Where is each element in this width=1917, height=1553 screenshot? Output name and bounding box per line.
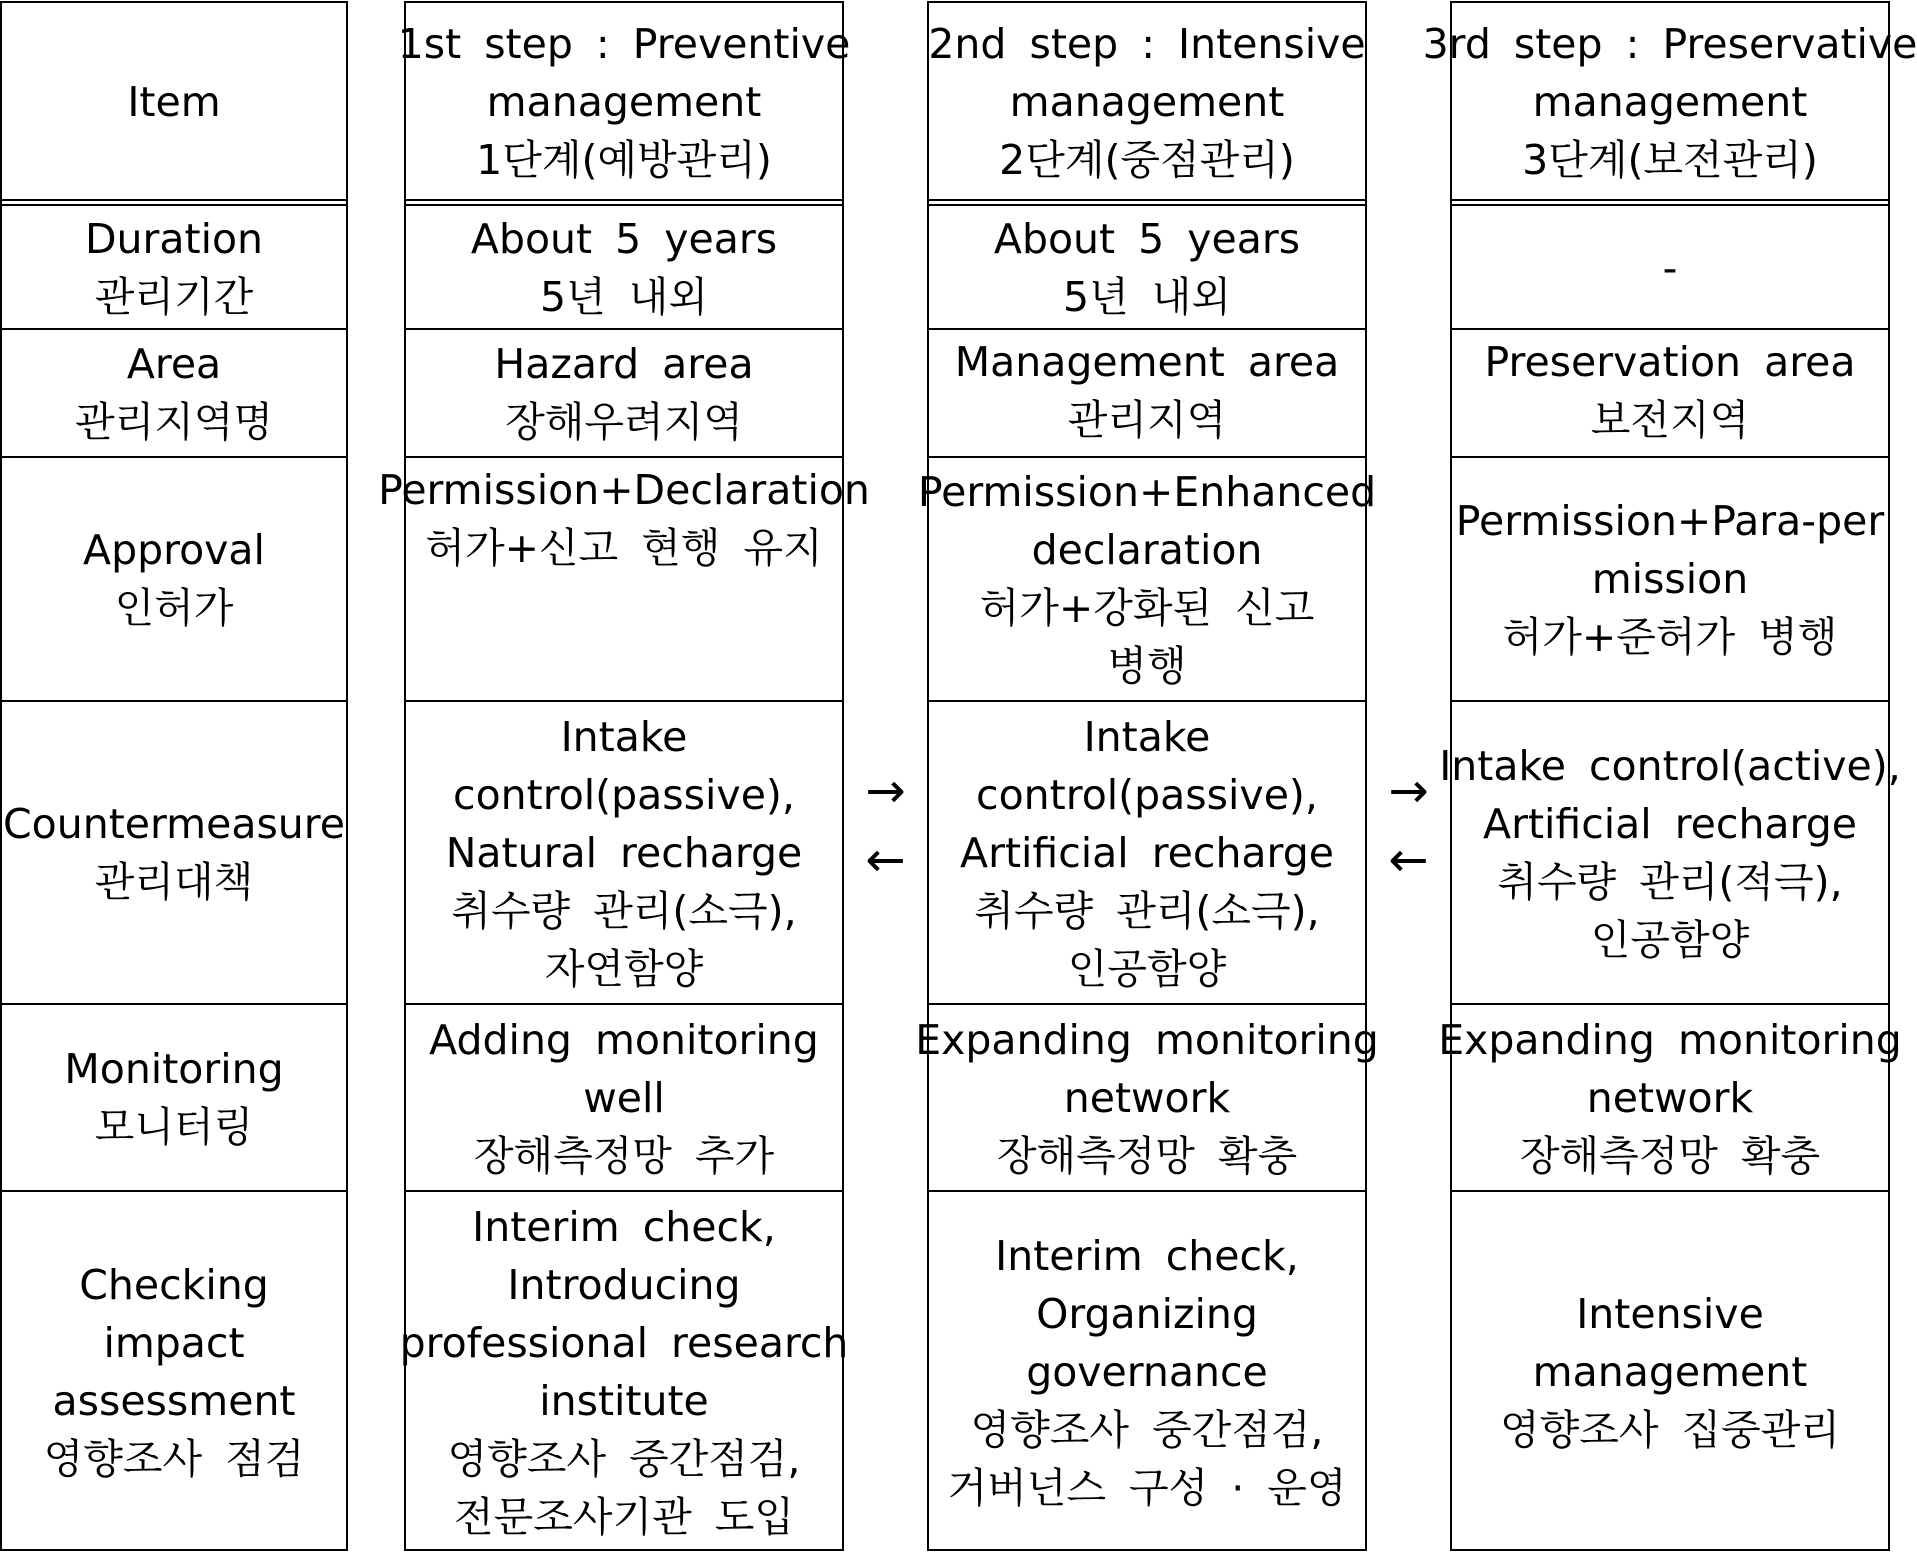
step1-column xyxy=(378,1,870,1551)
cell-line: 취수량 관리(소극), xyxy=(974,886,1320,935)
row-divider xyxy=(406,1003,842,1005)
cell-line: management xyxy=(1532,1348,1808,1396)
cell-approval xyxy=(1452,457,1888,701)
cell-line: network xyxy=(1063,1073,1231,1122)
cell-line: assessment xyxy=(52,1377,296,1425)
row-divider xyxy=(2,1003,346,1005)
cell-line: control(passive), xyxy=(453,770,795,819)
cell-line: 5년 내외 xyxy=(540,273,708,321)
cell-line: 영향조사 점검 xyxy=(43,1435,305,1483)
cell-line: 관리지역명 xyxy=(74,398,274,446)
row-divider xyxy=(1452,328,1888,330)
cell-line: 허가+강화된 신고 xyxy=(979,584,1315,632)
cell-approval xyxy=(917,457,1377,701)
cell-area xyxy=(1452,329,1888,457)
header-cell xyxy=(2,3,346,201)
cell-monitoring xyxy=(1438,1004,1902,1191)
cell-line: 2단계(중점관리) xyxy=(999,136,1295,184)
forward-arrow: → xyxy=(1388,763,1429,819)
cell-line: Countermeasure xyxy=(3,799,345,848)
cell-line: 모니터링 xyxy=(94,1102,254,1151)
cell-line: Intake xyxy=(1083,712,1211,761)
cell-line: professional research xyxy=(399,1319,849,1367)
item-column xyxy=(0,1,348,1551)
cell-monitoring xyxy=(2,1004,346,1191)
cell-countermeasure xyxy=(2,701,346,1004)
row-divider xyxy=(406,700,842,702)
step2-column xyxy=(915,1,1379,1551)
cell-line: Item xyxy=(127,78,221,126)
cell-line: 허가+준허가 병행 xyxy=(1502,613,1838,661)
row-divider xyxy=(2,456,346,458)
cell-line: Permission+Para-per xyxy=(1455,497,1885,545)
cell-line: 관리기간 xyxy=(94,273,254,321)
cell-line: Management area xyxy=(954,338,1340,386)
cell-line: 영향조사 중간점검, xyxy=(970,1406,1324,1454)
cell-line: Interim check, xyxy=(995,1232,1299,1280)
header-divider xyxy=(406,199,842,206)
cell-monitoring xyxy=(406,1004,842,1191)
cell-line: About 5 years xyxy=(470,215,778,263)
header-cell xyxy=(397,3,851,201)
row-divider xyxy=(1452,700,1888,702)
cell-line: Intake control(active), xyxy=(1439,741,1901,790)
cell-line: Interim check, xyxy=(472,1203,776,1251)
cell-monitoring xyxy=(915,1004,1379,1191)
cell-line: Natural recharge xyxy=(445,828,803,877)
forward-arrow: → xyxy=(865,763,906,819)
header-divider xyxy=(929,199,1365,206)
row-divider xyxy=(406,1190,842,1192)
cell-line: Permission+Enhanced xyxy=(917,468,1377,516)
cell-line: 거버넌스 구성 · 운영 xyxy=(947,1464,1347,1512)
cell-line: 취수량 관리(적극), xyxy=(1497,857,1843,906)
cell-line: 3단계(보전관리) xyxy=(1522,136,1818,184)
cell-line: 자연함양 xyxy=(544,944,704,993)
cell-line: well xyxy=(583,1073,665,1122)
cell-line: 장해측정망 추가 xyxy=(473,1131,775,1180)
row-divider xyxy=(929,1003,1365,1005)
step3-column xyxy=(1422,1,1917,1551)
cell-line: Area xyxy=(126,340,222,388)
cell-line: Preservation area xyxy=(1484,338,1856,386)
cell-line: 5년 내외 xyxy=(1063,273,1231,321)
header-cell xyxy=(929,3,1365,201)
row-divider xyxy=(406,456,842,458)
row-divider xyxy=(929,700,1365,702)
cell-approval xyxy=(378,457,870,701)
cell-line: mission xyxy=(1591,555,1749,603)
cell-line: 영향조사 집중관리 xyxy=(1500,1406,1840,1454)
row-divider xyxy=(929,1190,1365,1192)
cell-line: Checking xyxy=(79,1261,269,1309)
cell-line: 보전지역 xyxy=(1590,396,1750,444)
cell-line: 취수량 관리(소극), xyxy=(451,886,797,935)
cell-line: governance xyxy=(1026,1348,1268,1396)
cell-line: 1st step : Preventive xyxy=(397,20,851,68)
cell-line: Monitoring xyxy=(64,1044,284,1093)
cell-countermeasure xyxy=(406,701,842,1004)
cell-line: 인공함양 xyxy=(1067,944,1227,993)
cell-line: 병행 xyxy=(1107,642,1187,690)
cell-line: 1단계(예방관리) xyxy=(476,136,772,184)
cell-countermeasure xyxy=(1439,701,1901,1004)
cell-line: institute xyxy=(539,1377,709,1425)
cell-line: Approval xyxy=(83,526,265,574)
cell-line: control(passive), xyxy=(976,770,1318,819)
cell-impact-check xyxy=(2,1191,346,1553)
row-divider xyxy=(2,1190,346,1192)
cell-line: management xyxy=(1009,78,1285,126)
cell-impact-check xyxy=(929,1191,1365,1553)
cell-line: Artificial recharge xyxy=(1483,799,1857,848)
cell-line: 장해우려지역 xyxy=(505,398,743,446)
cell-line: Intensive xyxy=(1576,1290,1764,1338)
cell-line: Intake xyxy=(560,712,688,761)
cell-impact-check xyxy=(399,1191,849,1553)
cell-impact-check xyxy=(1452,1191,1888,1553)
backward-arrow: ← xyxy=(865,832,906,888)
cell-countermeasure xyxy=(929,701,1365,1004)
cell-line: Expanding monitoring xyxy=(1438,1015,1902,1064)
cell-line: 관리지역 xyxy=(1067,396,1227,444)
header-divider xyxy=(2,199,346,206)
cell-line: Expanding monitoring xyxy=(915,1015,1379,1064)
cell-line: management xyxy=(486,78,762,126)
cell-approval xyxy=(2,457,346,701)
cell-area xyxy=(406,329,842,457)
cell-line: 영향조사 중간점검, xyxy=(447,1435,801,1483)
row-divider xyxy=(1452,1190,1888,1192)
row-divider xyxy=(1452,1003,1888,1005)
row-divider xyxy=(406,328,842,330)
cell-line: Duration xyxy=(84,215,264,263)
cell-duration xyxy=(406,207,842,329)
cell-line: 전문조사기관 도입 xyxy=(454,1493,794,1541)
cell-line: 장해측정망 확충 xyxy=(996,1131,1298,1180)
row-divider xyxy=(929,328,1365,330)
cell-line: Organizing xyxy=(1036,1290,1258,1338)
header-cell xyxy=(1422,3,1917,201)
row-divider xyxy=(929,456,1365,458)
cell-line: network xyxy=(1586,1073,1754,1122)
cell-duration xyxy=(1452,207,1888,329)
cell-line: - xyxy=(1662,244,1678,292)
cell-line: Artificial recharge xyxy=(960,828,1334,877)
cell-line: 2nd step : Intensive xyxy=(928,20,1366,68)
cell-line: declaration xyxy=(1031,526,1263,574)
cell-line: management xyxy=(1532,78,1808,126)
row-divider xyxy=(2,700,346,702)
cell-line: Introducing xyxy=(507,1261,741,1309)
row-divider xyxy=(2,328,346,330)
header-divider xyxy=(1452,199,1888,206)
cell-line: impact xyxy=(103,1319,245,1367)
cell-line: Hazard area xyxy=(494,340,754,388)
cell-line: Adding monitoring xyxy=(429,1015,819,1064)
cell-area xyxy=(929,329,1365,457)
backward-arrow: ← xyxy=(1388,832,1429,888)
cell-area xyxy=(2,329,346,457)
cell-line: 인허가 xyxy=(114,584,234,632)
cell-duration xyxy=(2,207,346,329)
row-divider xyxy=(1452,456,1888,458)
cell-line: 허가+신고 현행 유지 xyxy=(425,524,823,572)
cell-line: 3rd step : Preservative xyxy=(1422,20,1917,68)
cell-line: 장해측정망 확충 xyxy=(1519,1131,1821,1180)
cell-line: About 5 years xyxy=(993,215,1301,263)
cell-line: 관리대책 xyxy=(94,857,254,906)
cell-duration xyxy=(929,207,1365,329)
cell-line: 인공함양 xyxy=(1590,915,1750,964)
cell-line: Permission+Declaration xyxy=(378,466,870,514)
